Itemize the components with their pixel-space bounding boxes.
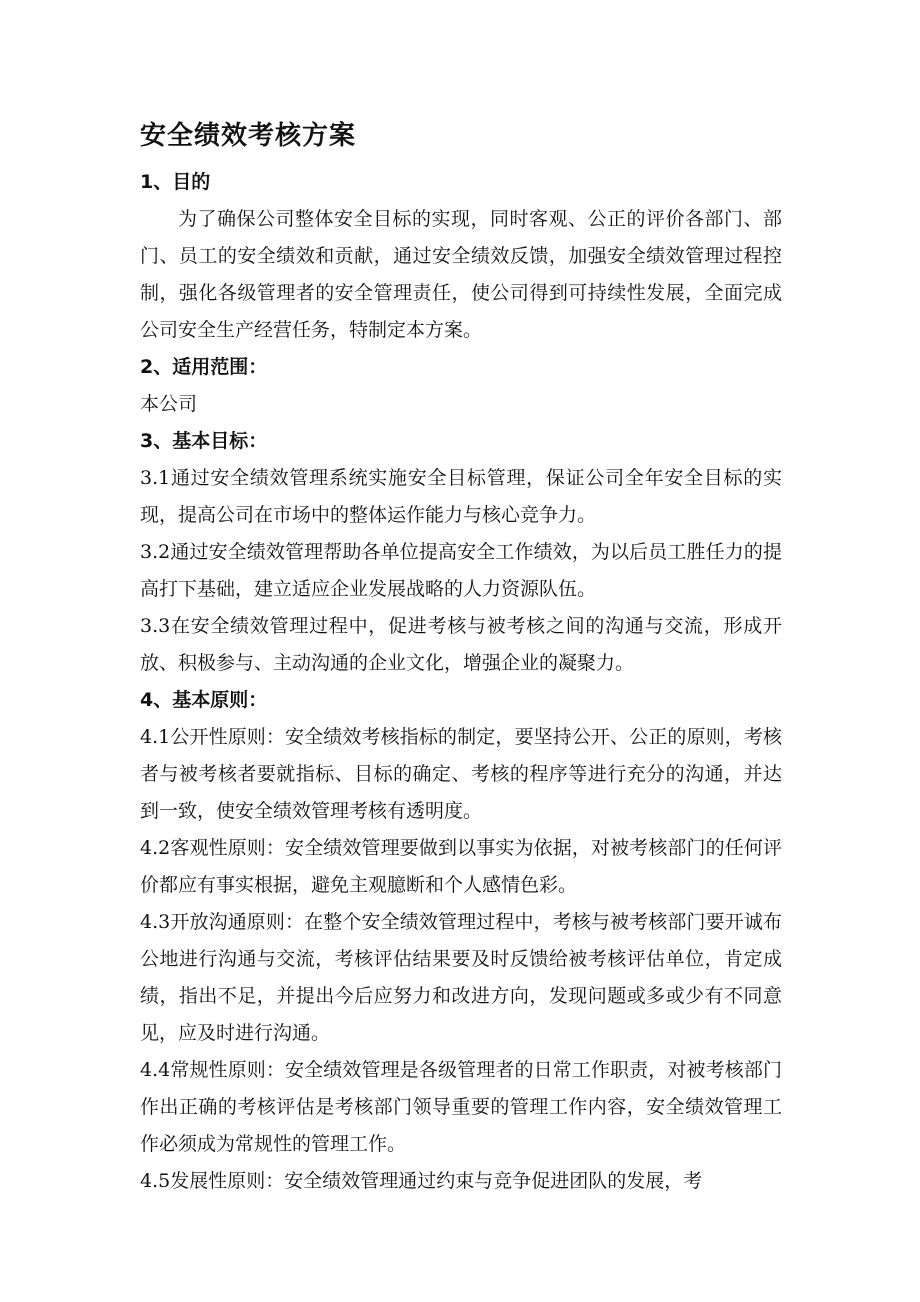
section-basic-goals [140,423,782,682]
section-basic-principles [140,682,782,1200]
paragraph: 4.1公开性原则：安全绩效考核指标的制定，要坚持公开、公正的原则，考核者与被考核者要就指标、目标的确定、考核的程序等进行充分的沟通，并达到一致，使安全绩效管理考核有透明度。 [140,726,782,822]
paragraph: 3.1通过安全绩效管理系统实施安全目标管理，保证公司全年安全目标的实现，提高公司在市场中的整体运作能力与核心竞争力。 [140,467,782,526]
paragraph: 3.3在安全绩效管理过程中，促进考核与被考核之间的沟通与交流，形成开放、积极参与、主动沟通的企业文化，增强企业的凝聚力。 [140,615,782,674]
paragraph: 3.2通过安全绩效管理帮助各单位提高安全工作绩效，为以后员工胜任力的提高打下基础，建立适应企业发展战略的人力资源队伍。 [140,541,782,600]
paragraph: 为了确保公司整体安全目标的实现，同时客观、公正的评价各部门、部门、员工的安全绩效和贡献，通过安全绩效反馈，加强安全绩效管理过程控制，强化各级管理者的安全管理责任，使公司得到可持续性发展，全面完成公司安全生产经营任务，特制定本方案。 [140,208,782,341]
section-heading: 3、基本目标： [140,430,268,452]
paragraph: 4.4常规性原则：安全绩效管理是各级管理者的日常工作职责，对被考核部门作出正确的考核评估是考核部门领导重要的管理工作内容，安全绩效管理工作必须成为常规性的管理工作。 [140,1059,782,1155]
section-heading: 4、基本原则： [140,689,268,711]
section-scope [140,349,782,423]
paragraph: 本公司 [140,393,198,415]
section-heading: 2、适用范围： [140,356,268,378]
document-title: 安全绩效考核方案 [140,121,357,151]
document-page [140,116,782,1200]
section-heading: 1、目的 [140,171,211,193]
section-purpose [140,164,782,349]
paragraph: 4.2客观性原则：安全绩效管理要做到以事实为依据，对被考核部门的任何评价都应有事实根据，避免主观臆断和个人感情色彩。 [140,837,782,896]
paragraph: 4.5发展性原则：安全绩效管理通过约束与竞争促进团队的发展，考 [140,1170,703,1192]
paragraph: 4.3开放沟通原则：在整个安全绩效管理过程中，考核与被考核部门要开诚布公地进行沟通与交流，考核评估结果要及时反馈给被考核评估单位，肯定成绩，指出不足，并提出今后应努力和改进方向，发现问题或多或少有不同意见，应及时进行沟通。 [140,911,782,1044]
